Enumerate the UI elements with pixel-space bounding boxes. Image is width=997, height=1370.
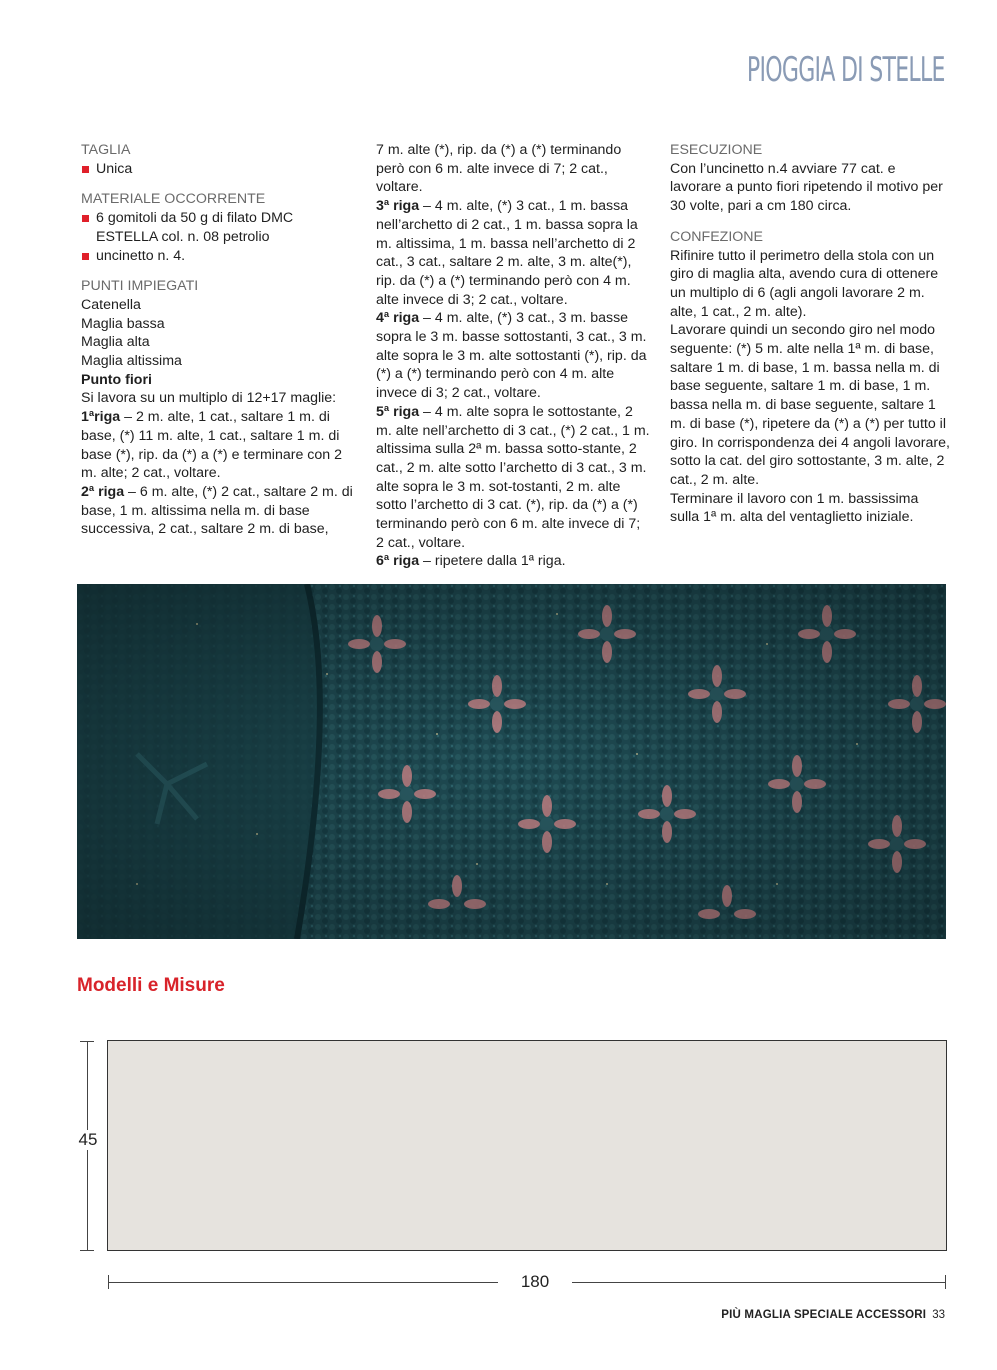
punti-heading: PUNTI IMPIEGATI [81,278,199,295]
column-1 [81,141,353,539]
riga-2-continued: 7 m. alte (*), rip. da (*) a (*) terminando però con 6 m. alte invece di 7; 2 cat., voltare. [376,142,622,196]
riga-2: 2ª riga – 6 m. alte, (*) 2 cat., saltare 2 m. di base, 1 m. altissima nella m. di base successiva, 2 cat., saltare 2 m. di base, [81,483,353,538]
taglia-value: Unica [81,160,353,179]
publication-name: PIÙ MAGLIA SPECIALE ACCESSORI [721,1309,927,1321]
esecuzione-heading: ESECUZIONE [670,142,763,158]
materiale-item: 6 gomitoli da 50 g di filato DMC ESTELLA col. n. 08 petrolio [81,209,353,246]
riga-5: 5ª riga – 4 m. alte sopra le sottostante, 2 m. alte nell’archetto di 3 cat., (*) 2 cat., 1 m. altissima sulla 2ª m. bassa sotto-stante, 2 cat., 2 m. alte sotto l’archetto di 3 cat., 3 m. alte sopra le 3 m. sot-tostanti, 2 m. alte sotto l’archetto di 3 cat. (*), rip. da (*) a (*) terminando però con 6 m. alte invece di 7; 2 cat., voltare. [376,403,650,551]
materiale-heading: MATERIALE OCCORRENTE [81,191,266,208]
section-title: Modelli e Misure [77,975,225,996]
riga-4: 4ª riga – 4 m. alte, (*) 3 cat., 3 m. basse sopra le 3 m. basse sottostanti, 3 cat., 3 m. alte sopra le 3 m. alte sottostanti (*), rip. da (*) a (*) terminando però con 4 m. alte invece di 3; 2 cat., voltare. [376,310,647,402]
punto-item: Maglia alta [81,334,150,351]
confezione-paragraph: Lavorare quindi un secondo giro nel modo seguente: (*) 5 m. alte nella 1ª m. di base, saltare 1 m. di base, 1 m. bassa nella m. di base seguente, saltare 1 m. di base, 1 m. bassa nella m. di base seguente, saltare 1 m. di base (*), ripetere da (*) a (*) per tutto il giro. In corrispondenza dei 4 angoli lavorare, sotto la cat. del giro sottostante, 3 m. alte, 2 cat., 2 m. alte. [670,322,950,488]
punto-item: Maglia altissima [81,353,182,370]
column-3 [670,141,950,527]
stole-schema [107,1040,947,1251]
width-dimension-tick [945,1275,946,1289]
width-label: 180 [498,1272,572,1292]
punto-item: Maglia bassa [81,315,165,332]
confezione-paragraph: Rifinire tutto il perimetro della stola con un giro di maglia alta, avendo cura di ottenere un multiplo di 6 (agli angoli lavorare 2 m. alte, 1 cat., 2 m. alte). [670,247,939,320]
riga-3: 3ª riga – 4 m. alte, (*) 3 cat., 1 m. bassa nell’archetto di 2 cat., 1 m. bassa sopra la m. altissima, 1 m. bassa nell’archetto di 2 cat., 3 cat., saltare 2 m. alte, 3 m. alte(*), rip. da (*) a (*) terminando però con 4 m. alte invece di 3; 2 cat., voltare. [376,198,638,308]
punto-fiori-intro: Si lavora su un multiplo di 12+17 maglie: [81,390,337,407]
materiale-item: uncinetto n. 4. [81,247,353,266]
height-dimension-tick [80,1250,94,1251]
page-title: PIOGGIA DI STELLE [747,50,945,90]
riga-1: 1ªriga – 2 m. alte, 1 cat., saltare 1 m. di base, (*) 11 m. alte, 1 cat., saltare 1 m. di base (*), rip. da (*) a (*) e terminare con 2 m. alte; 2 cat., voltare. [81,409,342,482]
height-dimension-tick [80,1041,94,1042]
confezione-paragraph: Terminare il lavoro con 1 m. bassissima sulla 1ª m. alta del ventaglietto iniziale. [670,490,919,526]
footer [721,1309,945,1321]
taglia-heading: TAGLIA [81,142,131,158]
esecuzione-text: Con l’uncinetto n.4 avviare 77 cat. e lavorare a punto fiori ripetendo il motivo per 30 volte, pari a cm 180 circa. [670,160,943,215]
punto-fiori-heading: Punto fiori [81,371,152,388]
riga-6: 6ª riga – ripetere dalla 1ª riga. [376,553,566,570]
column-2 [376,141,652,571]
punto-item: Catenella [81,296,141,313]
crochet-fabric-photo [77,584,946,939]
width-dimension-tick [108,1275,109,1289]
page-number: 33 [932,1309,945,1321]
height-label: 45 [76,1130,100,1150]
confezione-heading: CONFEZIONE [670,228,764,245]
